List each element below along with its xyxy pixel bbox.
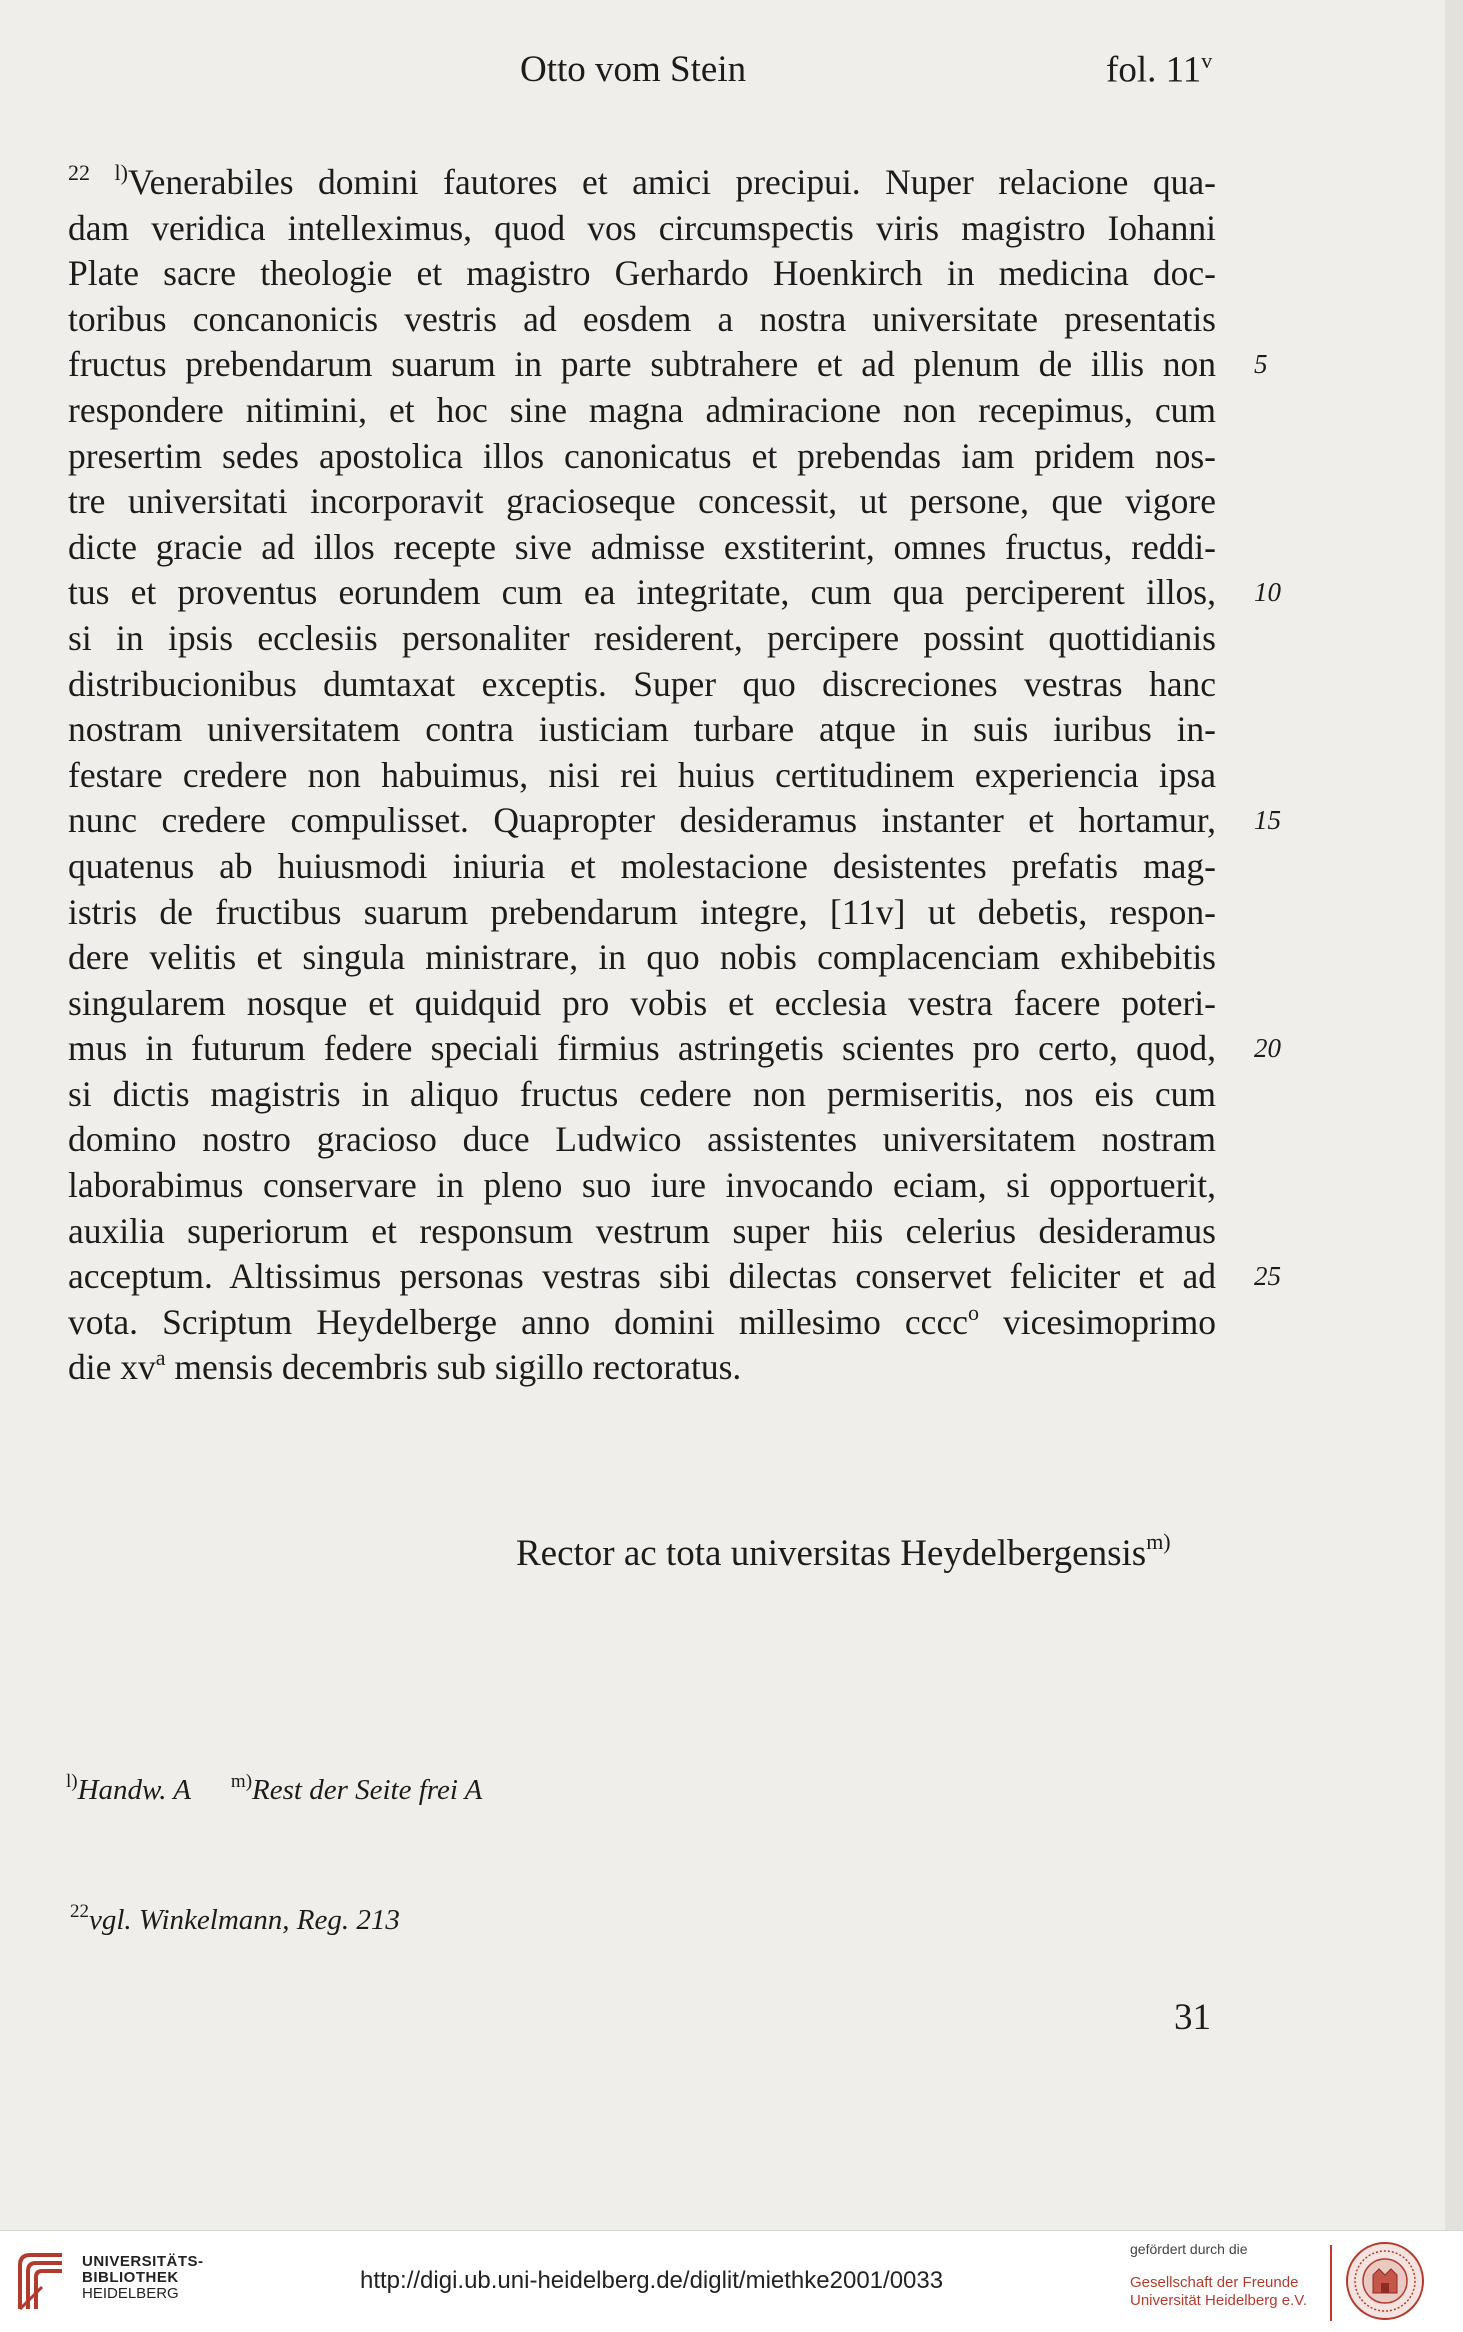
signature-line [516, 1529, 1171, 1575]
text-line: respondere nitimini, et hoc sine magna admiracione non recepimus, cum [68, 389, 1216, 430]
text-line: singularem nosque et quidquid pro vobis et ecclesia vestra facere poteri- [68, 982, 1216, 1023]
text-line: quatenus ab huiusmodi iniuria et molestacione desistentes prefatis mag- [68, 845, 1216, 886]
running-header [0, 48, 1463, 98]
footnote-text-l: Handw. A [77, 1774, 191, 1806]
signature-text: Rector ac tota universitas Heydelbergensis [516, 1533, 1147, 1574]
footnote-text-22: vgl. Winkelmann, Reg. 213 [89, 1904, 400, 1936]
library-line-3: HEIDELBERG [82, 2285, 179, 2302]
text-line: toribus concanonicis vestris ad eosdem a nostra universitate presentatis [68, 298, 1216, 339]
text-line [68, 160, 1216, 206]
sponsor-line-1: Gesellschaft der Freunde [1130, 2274, 1299, 2291]
footnote-apparatus [66, 1771, 483, 1807]
text-line: presertim sedes apostolica illos canonicatus et prebendas iam pridem nos- [68, 435, 1216, 476]
permalink-url[interactable]: http://digi.ub.uni-heidelberg.de/diglit/miethke2001/0033 [360, 2267, 944, 2294]
line-text: Venerabiles domini fautores et amici precipui. Nuper relacione qua- [127, 162, 1216, 202]
page-number: 31 [1174, 1997, 1211, 2038]
text-line [68, 1345, 1216, 1391]
page-edge [1445, 0, 1463, 2230]
folio-label: fol. 11 [1106, 49, 1202, 91]
text-line: dam veridica intelleximus, quod vos circumspectis viris magistro Iohanni [68, 207, 1216, 248]
footnote-reference [70, 1901, 400, 1937]
text-line: si in ipsis ecclesiis personaliter residerent, percipere possint quottidianis [68, 617, 1216, 658]
document-number: 22 [68, 160, 90, 185]
text-line [68, 342, 1268, 388]
library-line-2: BIBLIOTHEK [82, 2269, 179, 2286]
text-line: auxilia superiorum et responsum vestrum super hiis celerius desideramus [68, 1210, 1216, 1251]
text-line [68, 570, 1281, 616]
university-seal-icon [1345, 2241, 1425, 2321]
library-line-1: UNIVERSITÄTS- [82, 2253, 204, 2270]
text-line: nostram universitatem contra iusticiam turbare atque in suis iuribus in- [68, 709, 1216, 750]
text-line [68, 1300, 1216, 1346]
folio-verso-mark: v [1201, 48, 1213, 73]
line-text: tus et proventus eorundem cum ea integritate, cum qua perciperent illos, [68, 572, 1216, 613]
line-text: vota. Scriptum Heydelberge anno domini millesimo cccc [68, 1301, 968, 1342]
line-text: vicesimoprimo [978, 1301, 1216, 1342]
footer-divider [1330, 2245, 1332, 2321]
digitization-footer [0, 2230, 1463, 2332]
header-folio [1106, 48, 1212, 91]
superscript-a: a [155, 1345, 166, 1371]
library-name [82, 2254, 204, 2302]
sponsor-intro: gefördert durch die [1130, 2241, 1248, 2257]
footnote-mark-22: 22 [70, 1901, 89, 1922]
line-number: 10 [1254, 577, 1281, 608]
line-number: 5 [1254, 349, 1268, 380]
line-text: mensis decembris sub sigillo rectoratus. [165, 1347, 742, 1388]
text-line: Plate sacre theologie et magistro Gerhardo Hoenkirch in medicina doc- [68, 253, 1216, 294]
text-line [68, 798, 1281, 844]
sponsor-name [1130, 2274, 1307, 2310]
text-line: domino nostro gracioso duce Ludwico assistentes universitatem nostram [68, 1119, 1216, 1160]
text-line: istris de fructibus suarum prebendarum integre, [11v] ut debetis, respon- [68, 891, 1216, 932]
superscript-o: o [967, 1299, 979, 1325]
footnote-mark-m: m) [230, 1771, 253, 1792]
text-line: dere velitis et singula ministrare, in quo nobis complacenciam exhibebitis [68, 937, 1216, 978]
line-number: 20 [1254, 1033, 1281, 1064]
line-text: acceptum. Altissimus personas vestras sibi dilectas conservet feliciter et ad [68, 1256, 1216, 1297]
header-author: Otto vom Stein [520, 49, 747, 90]
library-logo-icon [16, 2251, 68, 2313]
text-line: laborabimus conservare in pleno suo iure invocando eciam, si opportuerit, [68, 1165, 1216, 1206]
text-line: festare credere non habuimus, nisi rei huius certitudinem experiencia ipsa [68, 754, 1216, 795]
text-line: distribucionibus dumtaxat exceptis. Super quo discreciones vestras hanc [68, 663, 1216, 704]
line-text: die xv [68, 1347, 156, 1388]
line-text: fructus prebendarum suarum in parte subtrahere et ad plenum de illis non [68, 344, 1216, 385]
text-line: dicte gracie ad illos recepte sive admisse exstiterint, omnes fructus, reddi- [68, 526, 1216, 567]
sponsor-line-2: Universität Heidelberg e.V. [1130, 2292, 1308, 2309]
line-text: nunc credere compulisset. Quapropter desideramus instanter et hortamur, [68, 800, 1216, 841]
footnote-ref-m: m) [1146, 1529, 1171, 1554]
footnote-ref-l: l) [114, 160, 128, 185]
line-number: 25 [1254, 1261, 1281, 1292]
text-line [68, 1254, 1281, 1300]
text-line [68, 1026, 1281, 1072]
footnote-mark-l: l) [66, 1771, 78, 1792]
letter-body [68, 160, 1281, 1391]
line-text: mus in futurum federe speciali firmius astringetis scientes pro certo, quod, [68, 1028, 1216, 1069]
text-line: si dictis magistris in aliquo fructus cedere non permiseritis, nos eis cum [68, 1073, 1216, 1114]
line-number: 15 [1254, 805, 1281, 836]
footnote-text-m: Rest der Seite frei A [252, 1774, 483, 1806]
text-line: tre universitati incorporavit gracioseque concessit, ut persone, que vigore [68, 481, 1216, 522]
